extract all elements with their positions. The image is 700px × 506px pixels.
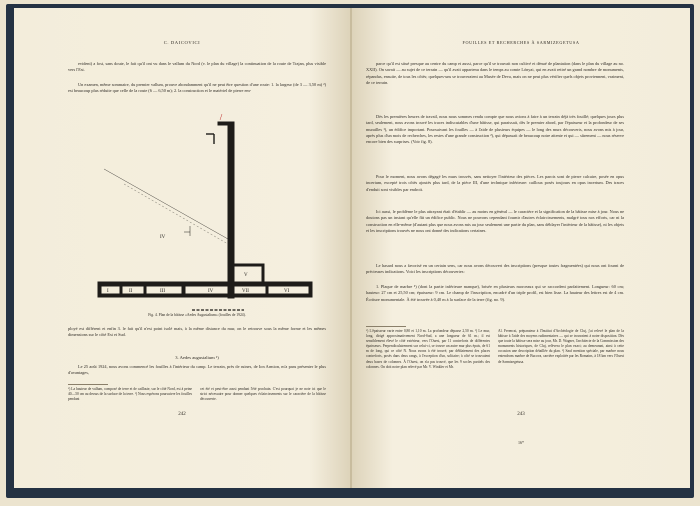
- plan-label-upper: IV: [160, 235, 166, 240]
- plan-label-room-1: I: [107, 289, 109, 294]
- figure-caption: Fig. 4. Plan de la bâtisse «Aedes Augustalium» (fouilles de 1924).: [148, 313, 246, 317]
- left-paragraph-1: evident) a fost, sans doute, le fait qu'il ont vu dans le vallum du Nord (v. le plan du village) la continuation de la route de Trajan, plus visible vers l'Est.: [68, 61, 326, 73]
- left-paragraph-2: Un examen, même sommaire, du premier vallum, prouve abondamment qu'il ne peut être question d'une route: 1. la largeur (de 3 — 3,50 m) ²) est beaucoup plus réduite que celle de la route (6 — 6,50 m); 2. la construction et le matériel de pierre em-: [68, 82, 326, 94]
- left-page-number: 242: [178, 412, 186, 417]
- right-footnote-rule: [366, 326, 406, 327]
- right-page: [352, 8, 690, 488]
- left-footnotes-col2: cet été et peut-être aussi pendant l'été prochain. C'est pourquoi je ne note ici que le strict nécessaire pour donner quelques éclaircissements sur le caractère de la bâtisse découverte.: [200, 387, 326, 402]
- left-paragraph-3: ployé est différent et enfin 3. le fait qu'il n'est point isolé mais, à la même distance du mur, on le retrouve sous la même forme et les mêmes dimensions sur le côté Est et Sud.: [68, 326, 326, 338]
- right-footnotes-col2: Al. Ferenczi, préparateur à l'Institut d'Archéologie de Cluj, j'ai relevé le plan de la bâtisse à l'aide des moyens rudimentaires — qui se trouvaient à notre disposition. Dès que toute la bâtisse sera mise au jour, Mr. D. Wagner, l'architecte de la Commission des monuments historiques, de Cluj, relèvera le plan exact; au demeurant, ainsi à cette occasion une description détaillée du plan. ³) Sauf mention spéciale, par marbre nous entendrons marbre de Bucova, carrière exploitée par les Romains, à 18 km vers l'Ouest de Sarmizegetusa.: [498, 329, 624, 364]
- aedes-plan-figure: [94, 114, 324, 314]
- right-paragraph-4: Ici aussi, le problème le plus attrayant était d'établir — au moins en général — le caractère et la signification de la bâtisse mise à jour. Nous ne doutons pas un instant qu'elle fût un édifice public. Nous ne pouvons cependant fournir d'autres éclaircissements, malgré tous nos efforts, car ni la construction en elle-même (d'autant plus que nous avons mis au jour seulement une partie du plan, sans déblayer l'intérieur de la bâtisse), ni les objets et les inscriptions trouvés ne nous ont donné des indications certaines.: [366, 209, 624, 233]
- plan-label-room-4: IV: [208, 289, 214, 294]
- right-page-header: FOUILLES ET RECHERCHES À SARMIZEGETUSA: [462, 40, 580, 45]
- plan-label-room-3: III: [160, 289, 165, 294]
- right-paragraph-3: Pour le moment, nous avons dégagé les murs trouvés, sans nettoyer l'intérieur des pièces. Les parois sont de pierre calcaire, posée en opus incertum, excepté trois côtés ajoutés plus tard, de la pièce III, d'une technique inférieure: cailloux posés toujours en opus incertum. Des traces d'enduit sont visibles par endroit.: [366, 174, 624, 192]
- right-footnotes-col1: ¹) L'épaisseur varie entre 0,80 et 1,10 m. La profondeur dépasse 2,50 m. ²) Le mur, long, dirigé approximativement Nord-Sud, a une longueur de 61 m.; il est sensiblement élevé le côté extérieur, vers l'Ouest, par 11 contreforts de différentes épaisseurs. Perpendiculairement sur celui-ci, se trouve un autre mur plus épais, de 61 m de long, qui ce côté N. Nous avons à été trouvé, par déblaiement des places contreforts, posés dans deux rangs, à l'exception d'un, solitaire; à côté se trouvaient deux bases de colonnes. À l'Ouest, on n'a pas trouvé, que les 9 socles partiels des colonnes. On doit notre plan relevé par Mr. V. Winkler et Mr.: [366, 329, 490, 369]
- section-title: 3. Aedes augustalium ¹): [175, 355, 219, 360]
- plan-label-room-5: V: [244, 273, 248, 278]
- left-page: [14, 8, 350, 488]
- right-page-number: 243: [517, 412, 525, 417]
- plan-label-room-2: II: [129, 289, 133, 294]
- footnote-rule: [68, 384, 108, 385]
- right-paragraph-1: parce qu'il est situé presque au centre du camp et aussi, parce qu'il se trouvait non cultivé et dénué de plantation (dans le plan du village au no. XXII). On savait — au sujet de ce terrain — qu'il avait appartenu dans le temps au comte Lónyai, qui en avait retiré un grand nombre de monuments, répandus, ensuite, de tous les côtés; quelques-uns se trouveraient au Musée de Deva, mais on ne peut plus vérifier quels objets proviennent, vraiment, de ce terrain.: [366, 61, 624, 85]
- right-paragraph-5: Le hasard nous a favorisé en un certain sens, car nous avons découvert des inscriptions (presque toutes fragmentées) qui nous ont fourni de précieuses indications. Voici les inscriptions découvertes:: [366, 263, 624, 275]
- left-page-header: C. DAICOVICI: [163, 40, 201, 45]
- plan-label-room-6: VI: [284, 289, 290, 294]
- right-paragraph-6: 1. Plaque de marbre ³) (dont la partie inférieure manque), brisée en plusieurs morceaux qui se raccordent parfaitement. Longueur: 60 cm; hauteur: 27 cm et 25,50 cm; épaisseur: 9 cm. Le champ de l'inscription, encadré d'un triple profil, est bien lisse. La hauteur des lettres est de 4 cm. Écriture monumentale. À été trouvée à 0,40 m à la surface de la terre (fig. no. 9).: [366, 284, 624, 302]
- right-paragraph-2: Dès les premières heures de travail, nous nous sommes rendu compte que nous avions à faire à un terrain déjà très fouillé; quelques jours plus tard, seulement, nous avons trouvé les traces indiscutables d'une bâtisse, qui paraissait, dès le premier abord, par l'épaisseur et la profondeur de ses murailles ¹), un édifice important. Poursuivant les fouilles — à l'aide de plusieurs équipes — le long des murs découverts, nous avons mis à jour, après plus d'un mois de recherches, les restes d'une grande construction ²), qui dépassait de beaucoup notre attente et qui — sûrement — nous réserve encore bien des surprises. (Voir fig. 8).: [366, 114, 624, 145]
- printer-signature: 16*: [518, 440, 524, 445]
- section-paragraph: Le 25 août 1924, nous avons commencé les fouilles à l'intérieur du camp. Le terrain, près de ruines, de Ion Armion, m'a paru présenter le plus d'avantages,: [68, 364, 326, 376]
- plan-label-room-7: VII: [242, 289, 249, 294]
- left-footnotes-col1: ¹) La hauteur de vallum, composé de terre et de caillaste, sur le côté Nord, est à peine 40—50 cm au dessus de la surface de la terre. ²) Nous espérons poursuivre les fouilles pendant: [68, 387, 192, 402]
